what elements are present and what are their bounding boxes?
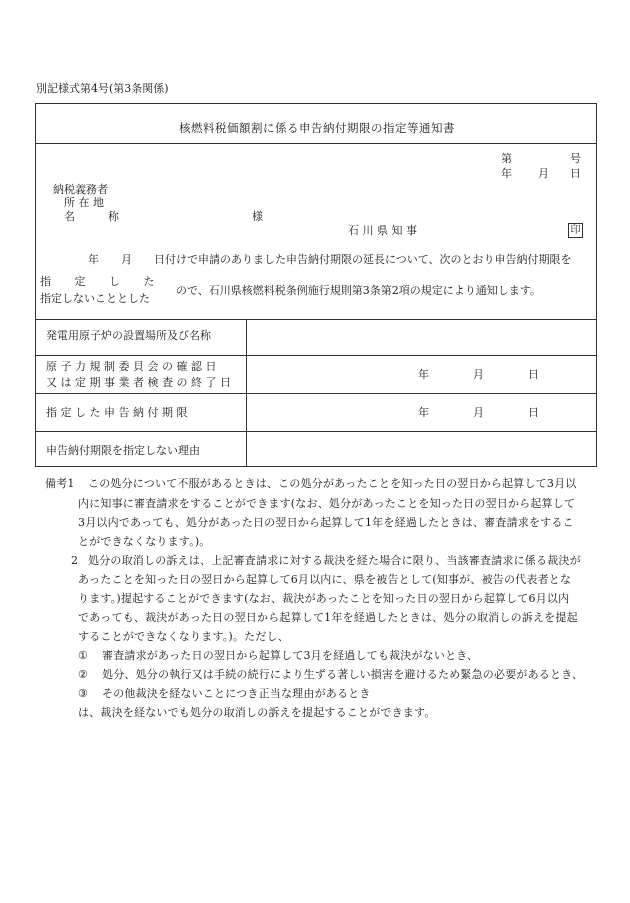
taxpayer-address-label: 所 在 地 [64, 196, 104, 209]
note-2-number: 2 [71, 554, 79, 567]
taxpayer-name-label: 名 称 [64, 210, 119, 223]
row-deadline-value: 年 月 日 [418, 406, 539, 419]
row-confirm-date-value: 年 月 日 [418, 368, 539, 381]
option-not-specified: 指定しないこととした [40, 292, 150, 305]
row-confirm-date-label-2: 又 は 定 期 事 業 者 検 査 の 終 了 日 [46, 376, 231, 389]
row-deadline-label: 指 定 し た 申 告 納 付 期 限 [46, 406, 188, 419]
note-2-line-4: であっても、裁決があった日の翌日から起算して1年を経過したときは、処分の取消しの訴えを提起 [78, 611, 578, 624]
note-1-line-3: 3月以内であっても、処分があった日の翌日から起算して1年を経過したときは、審査請求をするこ [78, 516, 574, 529]
sub-item-3-text: その他裁決を経ないことにつき正当な理由があるとき [102, 687, 371, 700]
sub-item-3-mark: ③ [78, 687, 89, 700]
row-plant-label: 発電用原子炉の設置場所及び名称 [46, 329, 211, 342]
note-2-line-5: することができなくなります。)。ただし、 [78, 630, 289, 643]
form-title: 核燃料税価額割に係る申告納付期限の指定等通知書 [179, 121, 455, 135]
taxpayer-honorific: 様 [252, 210, 263, 223]
note-2-line-1: 処分の取消しの訴えは、上記審査請求に対する裁決を経た場合に限り、当該審査請求に係る裁決が [88, 554, 581, 567]
doc-number-dai: 第 [501, 152, 512, 165]
rule-row-3 [36, 431, 596, 432]
rule-under-title [36, 143, 596, 144]
body-date-prefix: 年 月 日付けで申請のありました申告納付期限の延長について、次のとおり申告納付期限を [88, 253, 572, 266]
table-column-divider [246, 319, 247, 466]
remarks-heading: 備考1 [45, 477, 75, 490]
taxpayer-heading: 納税義務者 [53, 183, 108, 196]
row-reason-label: 申告納付期限を指定しない理由 [46, 444, 200, 457]
note-2-line-3: ります。)提起することができます(なお、裁決があったことを知った日の翌日から起算して6月以内 [78, 592, 570, 605]
doc-number-go: 号 [570, 152, 581, 165]
option-specified: 指 定 し た [40, 275, 155, 288]
seal-mark: 印 [568, 223, 583, 238]
row-confirm-date-label-1: 原 子 力 規 制 委 貝 会 の 確 認 日 [46, 360, 217, 373]
issue-date-year: 年 [501, 167, 512, 180]
rule-table-top [36, 319, 596, 320]
note-1-line-1: この処分について不服があるときは、この処分があったことを知った日の翌日から起算して3月以 [88, 477, 577, 490]
note-1-line-2: 内に知事に審査請求をすることができます(なお、処分があったことを知った日の翌日から起算して [78, 497, 576, 510]
body-suffix: ので、石川県核燃料税条例施行規則第3条第2項の規定により通知します。 [176, 284, 541, 297]
rule-row-1 [36, 355, 596, 356]
sub-item-1-mark: ① [78, 649, 89, 662]
sub-item-2-mark: ② [78, 668, 89, 681]
note-closing: は、裁決を経ないでも処分の取消しの訴えを提起することができます。 [78, 706, 436, 719]
form-number: 別記様式第4号(第3条関係) [36, 82, 169, 95]
sub-item-1-text: 審査請求があった日の翌日から起算して3月を経過しても裁決がないとき、 [102, 649, 479, 662]
sub-item-2-text: 処分、処分の執行又は手続の続行により生ずる著しい損害を避けるため緊急の必要があるとき、 [102, 668, 584, 681]
issue-date-month: 月 [538, 167, 549, 180]
issue-date-day: 日 [570, 167, 581, 180]
issuer: 石 川 県 知 事 [348, 224, 417, 237]
rule-row-2 [36, 393, 596, 394]
note-1-line-4: とができなくなります。)。 [78, 535, 211, 548]
notice-form [35, 103, 597, 467]
note-2-line-2: あったことを知った日の翌日から起算して6月以内に、県を被告として(知事が、被告の代表者とな [78, 573, 572, 586]
